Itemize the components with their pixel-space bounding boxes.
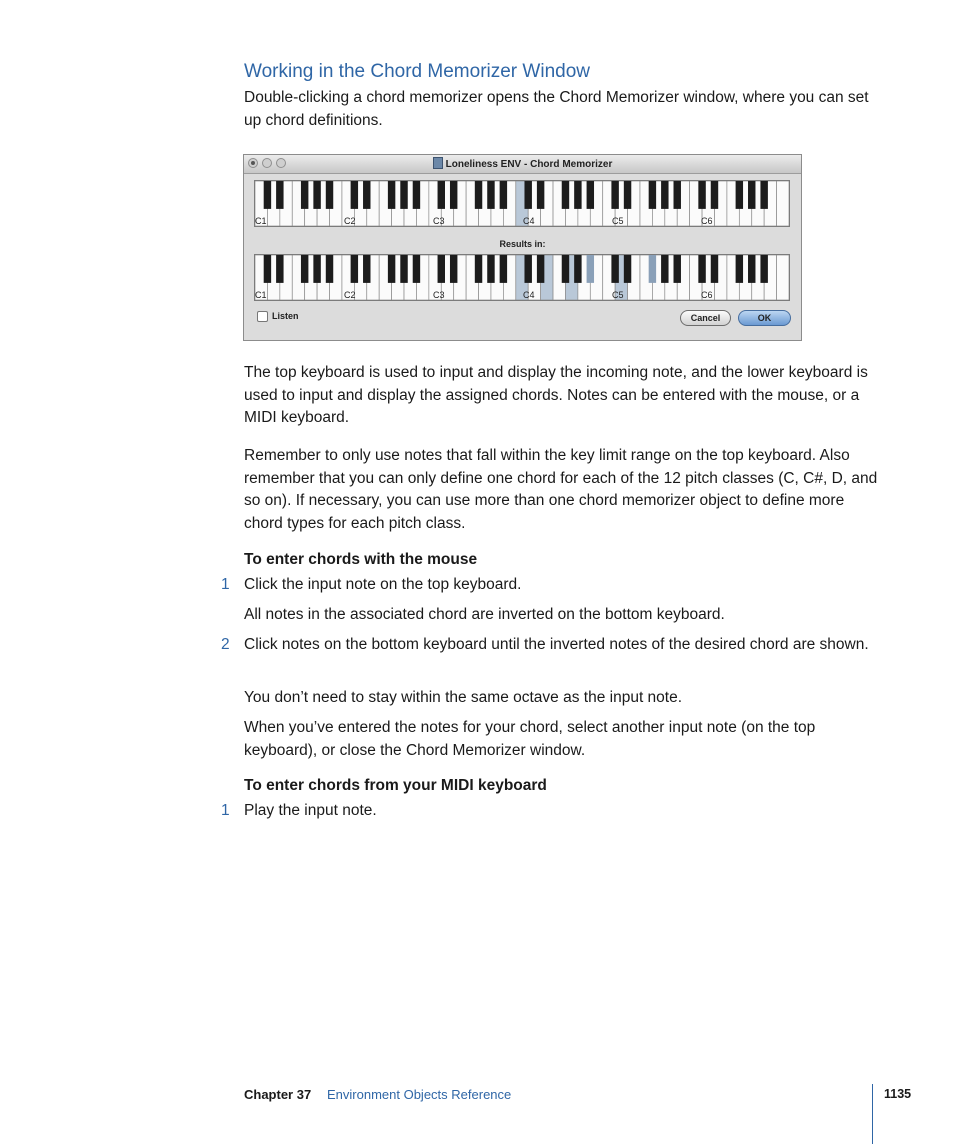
footer-chapter: Chapter 37: [244, 1087, 312, 1102]
black-key-g-sharp5[interactable]: [661, 255, 668, 283]
black-key-g-sharp2[interactable]: [400, 181, 407, 209]
black-key-f-sharp5[interactable]: [649, 255, 656, 283]
black-key-c-sharp6[interactable]: [698, 181, 705, 209]
listen-label: Listen: [272, 311, 299, 321]
black-key-a-sharp2[interactable]: [413, 255, 420, 283]
black-key-g-sharp2[interactable]: [400, 255, 407, 283]
black-key-c-sharp2[interactable]: [351, 181, 358, 209]
section-heading: Working in the Chord Memorizer Window: [244, 61, 590, 82]
mouse-step-1-number: 1: [221, 576, 230, 593]
black-key-c-sharp4[interactable]: [524, 255, 531, 283]
black-key-g-sharp4[interactable]: [574, 255, 581, 283]
black-key-f-sharp5[interactable]: [649, 181, 656, 209]
black-key-a-sharp1[interactable]: [326, 181, 333, 209]
top-label-c2: C2: [344, 216, 356, 226]
black-key-g-sharp6[interactable]: [748, 255, 755, 283]
midi-section-title: To enter chords from your MIDI keyboard: [244, 777, 547, 794]
black-key-f-sharp6[interactable]: [736, 181, 743, 209]
black-key-c-sharp5[interactable]: [611, 181, 618, 209]
mouse-step-2-number: 2: [221, 636, 230, 653]
top-label-c6: C6: [701, 216, 713, 226]
midi-step-1-number: 1: [221, 802, 230, 819]
black-key-a-sharp3[interactable]: [500, 255, 507, 283]
black-key-a-sharp4[interactable]: [587, 181, 594, 209]
black-key-d-sharp2[interactable]: [363, 181, 370, 209]
black-key-d-sharp1[interactable]: [276, 255, 283, 283]
black-key-c-sharp1[interactable]: [264, 181, 271, 209]
black-key-c-sharp6[interactable]: [698, 255, 705, 283]
midi-step-1: Play the input note.: [244, 802, 377, 819]
page-number: 1135: [884, 1087, 912, 1101]
mouse-step-1-result: All notes in the associated chord are inverted on the bottom keyboard.: [244, 606, 725, 623]
black-key-d-sharp6[interactable]: [711, 181, 718, 209]
black-key-d-sharp2[interactable]: [363, 255, 370, 283]
top-label-c4: C4: [523, 216, 535, 226]
white-key-c7[interactable]: [777, 255, 789, 300]
black-key-g-sharp4[interactable]: [574, 181, 581, 209]
black-key-f-sharp2[interactable]: [388, 181, 395, 209]
mouse-step-2-note-2: When you’ve entered the notes for your chord, select another input note (on the top keyboard), or close the Chord Memorizer window.: [244, 719, 816, 759]
mouse-step-2-note-1: You don’t need to stay within the same octave as the input note.: [244, 689, 683, 706]
footer-chapter-title[interactable]: Environment Objects Reference: [327, 1087, 512, 1102]
black-key-d-sharp6[interactable]: [711, 255, 718, 283]
results-label: Results in:: [499, 239, 546, 249]
cancel-button[interactable]: Cancel: [680, 310, 731, 326]
black-key-a-sharp1[interactable]: [326, 255, 333, 283]
black-key-c-sharp2[interactable]: [351, 255, 358, 283]
paragraph-keyboards: The top keyboard is used to input and display the incoming note, and the lower keyboard is used to input and display the assigned chords. Notes can be entered with the mouse, or a MIDI keyboard.: [244, 364, 868, 426]
top-label-c5: C5: [612, 216, 624, 226]
black-key-d-sharp3[interactable]: [450, 181, 457, 209]
black-key-f-sharp1[interactable]: [301, 181, 308, 209]
paragraph-key-limit: Remember to only use notes that fall within the key limit range on the top keyboard. Also remember that you can only define one chord for each of the 12 pitch classes (C, C#, D, and so on). If necessary, you can use more than one chord memorizer object to define more chord types for each pitch class.: [244, 447, 878, 532]
mouse-step-1: Click the input note on the top keyboard.: [244, 576, 522, 593]
black-key-f-sharp6[interactable]: [736, 255, 743, 283]
document-icon: [433, 157, 443, 169]
black-key-f-sharp4[interactable]: [562, 181, 569, 209]
black-key-c-sharp4[interactable]: [524, 181, 531, 209]
bottom-label-c3: C3: [433, 290, 445, 300]
bottom-label-c5: C5: [612, 290, 624, 300]
black-key-g-sharp5[interactable]: [661, 181, 668, 209]
black-key-f-sharp4[interactable]: [562, 255, 569, 283]
black-key-a-sharp5[interactable]: [674, 255, 681, 283]
bottom-label-c2: C2: [344, 290, 356, 300]
black-key-f-sharp2[interactable]: [388, 255, 395, 283]
black-key-d-sharp1[interactable]: [276, 181, 283, 209]
listen-checkbox[interactable]: [257, 311, 268, 322]
black-key-c-sharp3[interactable]: [438, 255, 445, 283]
black-key-g-sharp3[interactable]: [487, 255, 494, 283]
black-key-d-sharp3[interactable]: [450, 255, 457, 283]
black-key-f-sharp3[interactable]: [475, 181, 482, 209]
intro-paragraph: Double-clicking a chord memorizer opens the Chord Memorizer window, where you can set up chord definitions.: [244, 89, 869, 129]
black-key-g-sharp1[interactable]: [313, 255, 320, 283]
black-key-g-sharp1[interactable]: [313, 181, 320, 209]
top-label-c1: C1: [255, 216, 267, 226]
footer-divider: [872, 1084, 873, 1144]
black-key-a-sharp2[interactable]: [413, 181, 420, 209]
bottom-label-c6: C6: [701, 290, 713, 300]
black-key-c-sharp3[interactable]: [438, 181, 445, 209]
black-key-g-sharp3[interactable]: [487, 181, 494, 209]
window-titlebar: [244, 155, 801, 174]
bottom-label-c4: C4: [523, 290, 535, 300]
mouse-step-2: Click notes on the bottom keyboard until the inverted notes of the desired chord are shown.: [244, 636, 869, 653]
black-key-f-sharp1[interactable]: [301, 255, 308, 283]
black-key-d-sharp4[interactable]: [537, 181, 544, 209]
black-key-c-sharp5[interactable]: [611, 255, 618, 283]
black-key-d-sharp5[interactable]: [624, 255, 631, 283]
black-key-a-sharp5[interactable]: [674, 181, 681, 209]
mouse-section-title: To enter chords with the mouse: [244, 551, 478, 568]
ok-button[interactable]: OK: [738, 310, 791, 326]
chord-memorizer-window: [243, 154, 802, 341]
black-key-a-sharp6[interactable]: [760, 181, 767, 209]
black-key-d-sharp4[interactable]: [537, 255, 544, 283]
black-key-d-sharp5[interactable]: [624, 181, 631, 209]
black-key-c-sharp1[interactable]: [264, 255, 271, 283]
window-title: Loneliness ENV - Chord Memorizer: [445, 159, 613, 170]
black-key-a-sharp6[interactable]: [760, 255, 767, 283]
black-key-a-sharp4[interactable]: [587, 255, 594, 283]
black-key-f-sharp3[interactable]: [475, 255, 482, 283]
top-label-c3: C3: [433, 216, 445, 226]
black-key-g-sharp6[interactable]: [748, 181, 755, 209]
white-key-c7[interactable]: [777, 181, 789, 226]
bottom-label-c1: C1: [255, 290, 267, 300]
black-key-a-sharp3[interactable]: [500, 181, 507, 209]
